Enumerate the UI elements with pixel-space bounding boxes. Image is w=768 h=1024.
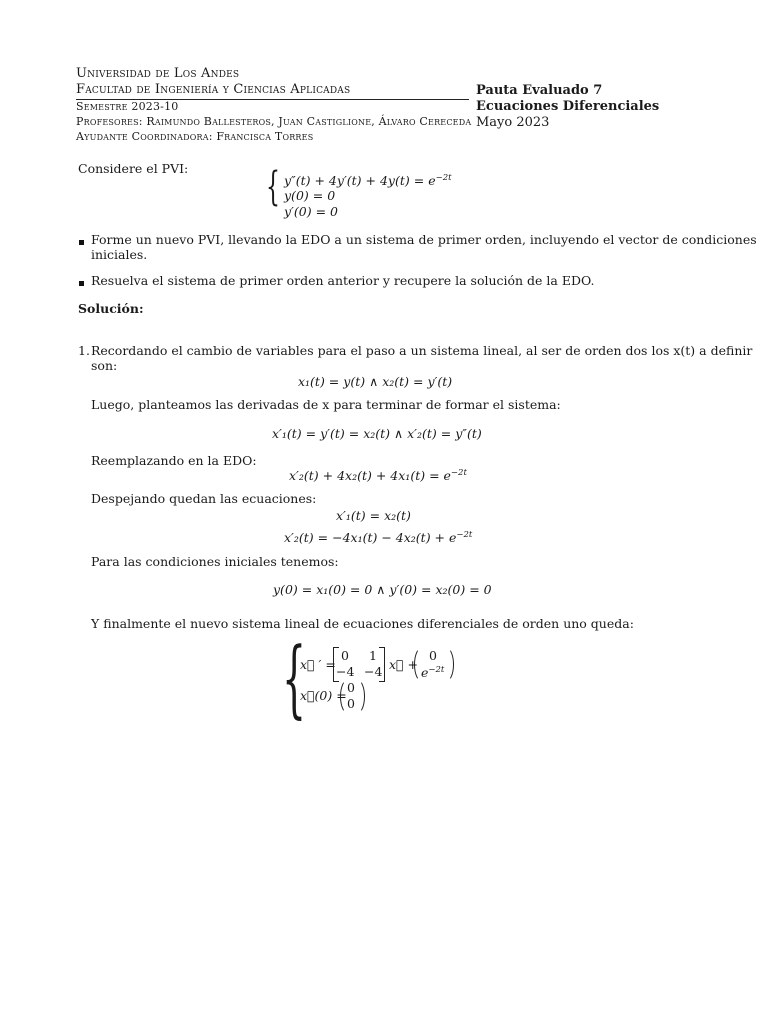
matrix-cell: 0 [341, 648, 349, 663]
equation-variables: x₁(t) = y(t) ∧ x₂(t) = y′(t) [298, 374, 453, 389]
ic-cell: 0 [347, 696, 355, 711]
bullet-marker [79, 281, 84, 286]
system-brace: { [282, 629, 307, 727]
system-lhs-2: x⃗(0) = [300, 688, 347, 703]
bullet-1-line-2: iniciales. [91, 247, 148, 262]
forcing-right-paren [438, 647, 454, 682]
paragraph-1-line-2: son: [91, 358, 118, 373]
system-mid: x⃗ + [389, 657, 418, 672]
pvi-brace: { [266, 164, 280, 210]
paragraph-6: Y finalmente el nuevo sistema lineal de ecuaciones diferenciales de orden uno queda: [91, 616, 634, 631]
solution-heading: Solución: [78, 301, 144, 316]
ic-cell: 0 [347, 680, 355, 695]
document-title: Pauta Evaluado 7 [476, 83, 603, 98]
paragraph-5: Para las condiciones iniciales tenemos: [91, 554, 339, 569]
pvi-ode: $y''(t) + 4y'(t) + 4y(t) = e^{-2t}$ [284, 172, 452, 188]
faculty-name: Facultad de Ingeniería y Ciencias Aplicadas [76, 82, 351, 97]
pvi-ic-2: y′(0) = 0 [284, 204, 338, 219]
matrix-cell: −4 [364, 664, 383, 679]
document-date: Mayo 2023 [476, 115, 550, 130]
system-lhs-1: x⃗ ′ = [300, 657, 336, 672]
bullet-2: Resuelva el sistema de primer orden anterior y recupere la solución de la EDO. [91, 273, 595, 288]
matrix-right-bracket [379, 647, 385, 682]
equation-substituted: $x'_2(t) + 4x_2(t) + 4x_1(t) = e^{-2t}$ [289, 467, 467, 483]
paragraph-2: Luego, planteamos las derivadas de x para terminar de formar el sistema: [91, 397, 561, 412]
ic-right-paren [349, 679, 365, 714]
forcing-cell: 0 [429, 648, 437, 663]
bullet-marker [79, 240, 84, 245]
professors: Profesores: Raimundo Ballesteros, Juan Castiglione, Álvaro Cereceda [76, 115, 472, 128]
equation-derivatives: x′₁(t) = y′(t) = x₂(t) ∧ x′₂(t) = y″(t) [272, 426, 482, 441]
paragraph-1-line-1: Recordando el cambio de variables para el paso a un sistema lineal, al ser de orden dos los x(t) a definir [91, 343, 753, 358]
equation-system-1: x′₁(t) = x₂(t) [336, 508, 411, 523]
paragraph-3: Reemplazando en la EDO: [91, 453, 257, 468]
course-name: Ecuaciones Diferenciales [476, 99, 660, 114]
assistant-coordinator: Ayudante Coordinadora: Francisca Torres [76, 130, 314, 143]
matrix-cell: −4 [336, 664, 355, 679]
equation-initial-conditions: y(0) = x₁(0) = 0 ∧ y′(0) = x₂(0) = 0 [273, 582, 492, 597]
matrix-cell: 1 [369, 648, 377, 663]
problem-intro: Considere el PVI: [78, 161, 189, 176]
semester: Semestre 2023-10 [76, 100, 179, 113]
paragraph-4: Despejando quedan las ecuaciones: [91, 491, 317, 506]
bullet-1-line-1: Forme un nuevo PVI, llevando la EDO a un sistema de primer orden, incluyendo el vector de condiciones [91, 232, 757, 247]
pvi-ic-1: y(0) = 0 [284, 188, 336, 203]
forcing-cell: $e^{-2t}$ [421, 664, 445, 680]
item-number: 1. [78, 343, 90, 358]
equation-system-2: $x'_2(t) = -4x_1(t) - 4x_2(t) + e^{-2t}$ [284, 529, 473, 545]
university-name: Universidad de Los Andes [76, 66, 240, 81]
